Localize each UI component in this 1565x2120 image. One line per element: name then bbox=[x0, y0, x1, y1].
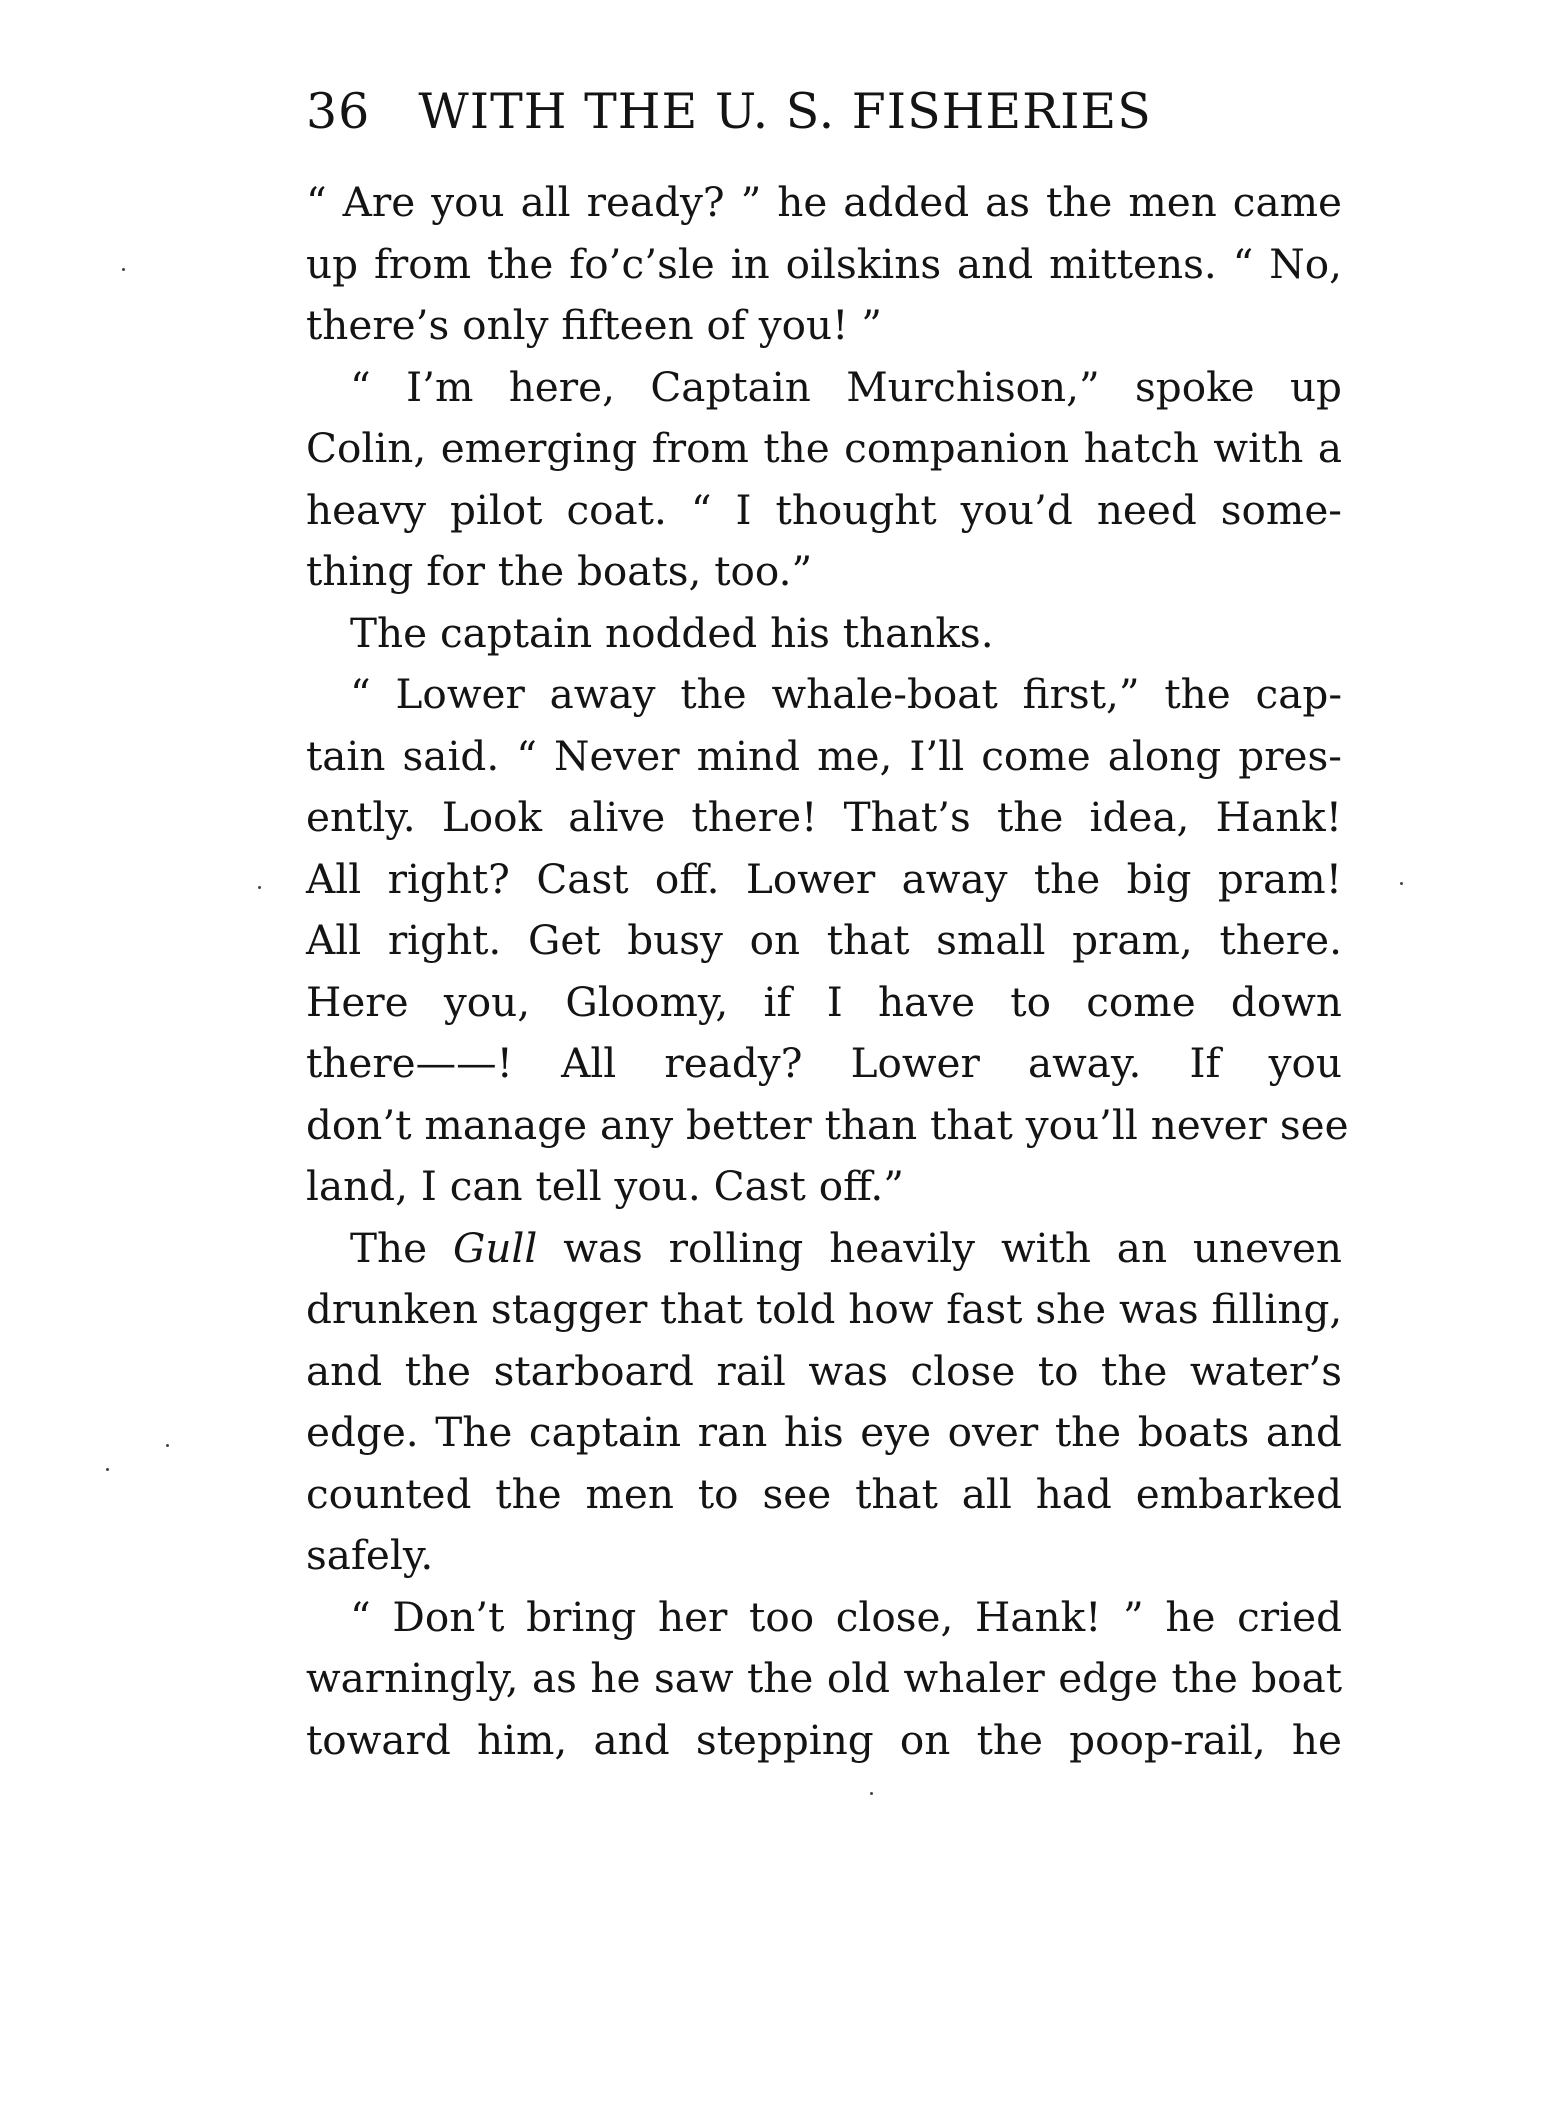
text-line: land, I can tell you. Cast off.” bbox=[306, 1162, 904, 1210]
running-title: WITH THE U. S. FISHERIES bbox=[418, 83, 1152, 140]
text-line: tain said. “ Never mind me, I’ll come along pres- bbox=[306, 731, 1342, 780]
page-number: 36 bbox=[306, 83, 371, 140]
text-line: edge. The captain ran his eye over the boats and bbox=[306, 1408, 1342, 1456]
text-fragment: was rolling heavily with an uneven bbox=[537, 1223, 1342, 1272]
text-line: up from the fo’c’sle in oilskins and mittens. “ No, bbox=[306, 239, 1342, 288]
text-line: safely. bbox=[306, 1531, 434, 1579]
text-line: All right? Cast off. Lower away the big pram! bbox=[306, 854, 1342, 903]
text-line: drunken stagger that told how fast she was filling, bbox=[306, 1285, 1343, 1333]
text-line: heavy pilot coat. “ I thought you’d need some- bbox=[306, 485, 1342, 534]
text-line: counted the men to see that all had embarked bbox=[306, 1469, 1342, 1518]
ship-name: Gull bbox=[452, 1223, 538, 1272]
scan-speck bbox=[106, 1468, 109, 1471]
text-line: All right. Get busy on that small pram, there. bbox=[306, 916, 1342, 964]
text-line: and the starboard rail was close to the water’s bbox=[306, 1346, 1342, 1395]
text-line: thing for the boats, too.” bbox=[306, 547, 813, 595]
text-line: “ Don’t bring her too close, Hank! ” he cried bbox=[350, 1592, 1342, 1641]
text-line: warningly, as he saw the old whaler edge the boat bbox=[306, 1654, 1342, 1702]
scan-speck bbox=[166, 1444, 169, 1447]
text-line: don’t manage any better than that you’ll never see bbox=[306, 1100, 1349, 1149]
text-line: Here you, Gloomy, if I have to come down bbox=[306, 977, 1342, 1026]
text-line: The captain nodded his thanks. bbox=[350, 608, 994, 657]
text-line: “ Are you all ready? ” he added as the men came bbox=[306, 178, 1342, 226]
text-line: “ I’m here, Captain Murchison,” spoke up bbox=[350, 362, 1342, 411]
scan-speck bbox=[1400, 882, 1403, 885]
text-line: ently. Look alive there! That’s the idea, Hank! bbox=[306, 793, 1342, 841]
text-line: there——! All ready? Lower away. If you bbox=[306, 1039, 1342, 1087]
text-line: Colin, emerging from the companion hatch with a bbox=[306, 424, 1342, 472]
body-text bbox=[306, 172, 1349, 1771]
text-line: toward him, and stepping on the poop-rail, he bbox=[306, 1715, 1342, 1764]
text-line: there’s only fifteen of you! ” bbox=[306, 301, 882, 349]
scan-speck bbox=[258, 886, 261, 889]
scan-speck bbox=[870, 1792, 873, 1795]
text-line: “ Lower away the whale-boat first,” the cap- bbox=[350, 670, 1342, 718]
scan-speck bbox=[122, 268, 125, 271]
text-fragment: The bbox=[350, 1223, 453, 1272]
text-line bbox=[306, 1218, 1342, 1280]
running-header bbox=[306, 82, 1236, 142]
